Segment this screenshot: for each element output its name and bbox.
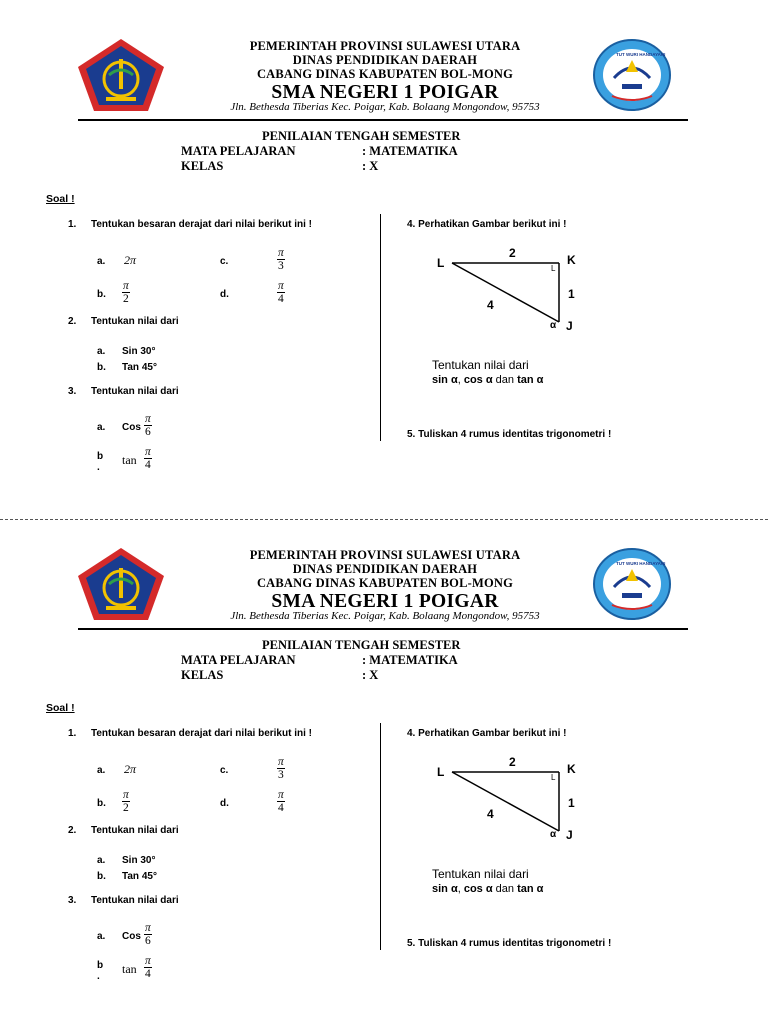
header-divider: [78, 119, 688, 121]
q3-b-label: b: [97, 960, 104, 971]
ask-tan: tan α: [517, 374, 544, 386]
q4-ask-text: Tentukan nilai dari: [432, 867, 529, 881]
q1-b-fraction: $\frac{\pi}{2}$: [123, 789, 129, 814]
q2-b-value: Tan 45°: [122, 362, 157, 373]
q3-a-func: Cos: [122, 931, 141, 942]
column-divider: [380, 214, 381, 441]
q1-d-fraction: $\frac{\pi}{4}$: [278, 789, 284, 814]
vertex-j-label: J: [566, 828, 573, 842]
class-label: KELAS: [181, 668, 224, 682]
q1-c-label: c.: [220, 256, 229, 267]
side-lk-label: 2: [509, 755, 516, 769]
q4-ask-text: Tentukan nilai dari: [432, 358, 529, 372]
q1-d-label: d.: [220, 289, 229, 300]
ask-tan: tan α: [517, 883, 544, 895]
q3-b-fraction: $\frac{\pi}{4}$: [145, 955, 151, 980]
q1-d-fraction: $\frac{\pi}{4}$: [278, 280, 284, 305]
subject-label: MATA PELAJARAN: [181, 144, 296, 158]
angle-alpha-label: α: [550, 320, 557, 331]
q3-a-fraction: $\frac{\pi}{6}$: [145, 413, 151, 438]
q4-ask-functions: sin α, cos α dan tan α: [432, 883, 544, 895]
province-logo-icon: [76, 37, 166, 113]
q1-b-fraction: $\frac{\pi}{2}$: [123, 280, 129, 305]
exam-sheet-copy-2: [0, 509, 768, 1014]
q3-b-fraction: $\frac{\pi}{4}$: [145, 446, 151, 471]
q4-text: 4. Perhatikan Gambar berikut ini !: [407, 728, 567, 739]
soal-heading: Soal !: [46, 193, 75, 205]
q1-a-value: 2π: [124, 253, 137, 267]
q1-c-fraction: $\frac{\pi}{3}$: [278, 756, 284, 781]
school-address: Jln. Bethesda Tiberias Kec. Poigar, Kab. Bolaang Mongondow, 95753: [230, 101, 540, 113]
right-angle-mark: L: [551, 773, 556, 782]
q1-number: 1.: [68, 728, 77, 739]
subject-value: : MATEMATIKA: [362, 144, 458, 158]
q2-text: Tentukan nilai dari: [91, 825, 179, 836]
q3-b-label: b: [97, 451, 104, 462]
class-value: : X: [362, 668, 379, 682]
q1-number: 1.: [68, 219, 77, 230]
header-line-3: CABANG DINAS KABUPATEN BOL-MONG: [256, 67, 514, 81]
q3-b-label-dot: .: [97, 462, 100, 473]
q3-text: Tentukan nilai dari: [91, 895, 179, 906]
q2-number: 2.: [68, 825, 77, 836]
vertex-k-label: K: [567, 253, 576, 267]
header-line-1: PEMERINTAH PROVINSI SULAWESI UTARA: [249, 548, 521, 562]
q1-b-label: b.: [97, 798, 106, 809]
q2-b-value: Tan 45°: [122, 871, 157, 882]
side-lj-label: 4: [487, 298, 494, 312]
q3-number: 3.: [68, 386, 77, 397]
header-line-1: PEMERINTAH PROVINSI SULAWESI UTARA: [249, 39, 521, 53]
logo-motto-text: TUT WURI HANDAYANI: [616, 561, 666, 566]
ask-sin: sin α: [432, 883, 458, 895]
right-angle-mark: L: [551, 264, 556, 273]
side-lj-label: 4: [487, 807, 494, 821]
angle-alpha-label: α: [550, 829, 557, 840]
q1-c-label: c.: [220, 765, 229, 776]
q3-a-label: a.: [97, 422, 106, 433]
q4-ask-functions: sin α, cos α dan tan α: [432, 374, 544, 386]
q3-a-fraction: $\frac{\pi}{6}$: [145, 922, 151, 947]
column-divider: [380, 723, 381, 950]
side-lk-label: 2: [509, 246, 516, 260]
q2-a-label: a.: [97, 346, 106, 357]
soal-heading: Soal !: [46, 702, 75, 714]
school-name: SMA NEGERI 1 POIGAR: [271, 82, 499, 103]
province-logo-icon: [76, 546, 166, 622]
side-kj-label: 1: [568, 796, 575, 810]
exam-title: PENILAIAN TENGAH SEMESTER: [262, 129, 461, 143]
side-kj-label: 1: [568, 287, 575, 301]
q1-d-label: d.: [220, 798, 229, 809]
q3-b-label-dot: .: [97, 971, 100, 982]
q2-b-label: b.: [97, 362, 106, 373]
exam-title: PENILAIAN TENGAH SEMESTER: [262, 638, 461, 652]
subject-label: MATA PELAJARAN: [181, 653, 296, 667]
vertex-l-label: L: [437, 256, 445, 270]
q2-a-value: Sin 30°: [122, 346, 156, 357]
q1-a-label: a.: [97, 256, 106, 267]
q3-number: 3.: [68, 895, 77, 906]
q5-text: 5. Tuliskan 4 rumus identitas trigonometri !: [407, 429, 612, 440]
header-line-2: DINAS PENDIDIKAN DAERAH: [292, 562, 478, 576]
header-line-3: CABANG DINAS KABUPATEN BOL-MONG: [256, 576, 514, 590]
ask-cos: cos α: [463, 374, 493, 386]
q1-text: Tentukan besaran derajat dari nilai berikut ini !: [91, 728, 312, 739]
q4-text: 4. Perhatikan Gambar berikut ini !: [407, 219, 567, 230]
q3-a-label: a.: [97, 931, 106, 942]
header-divider: [78, 628, 688, 630]
q3-a-func: Cos: [122, 422, 141, 433]
q5-text: 5. Tuliskan 4 rumus identitas trigonometri !: [407, 938, 612, 949]
header-line-2: DINAS PENDIDIKAN DAERAH: [292, 53, 478, 67]
q3-b-func: tan: [122, 962, 137, 976]
q2-number: 2.: [68, 316, 77, 327]
q1-b-label: b.: [97, 289, 106, 300]
logo-motto-text: TUT WURI HANDAYANI: [616, 52, 666, 57]
q2-a-value: Sin 30°: [122, 855, 156, 866]
q1-text: Tentukan besaran derajat dari nilai berikut ini !: [91, 219, 312, 230]
q2-a-label: a.: [97, 855, 106, 866]
q3-text: Tentukan nilai dari: [91, 386, 179, 397]
subject-value: : MATEMATIKA: [362, 653, 458, 667]
vertex-j-label: J: [566, 319, 573, 333]
q2-text: Tentukan nilai dari: [91, 316, 179, 327]
exam-sheet-copy-1: [0, 0, 768, 505]
q1-a-label: a.: [97, 765, 106, 776]
school-address: Jln. Bethesda Tiberias Kec. Poigar, Kab. Bolaang Mongondow, 95753: [230, 610, 540, 622]
q2-b-label: b.: [97, 871, 106, 882]
vertex-k-label: K: [567, 762, 576, 776]
q1-c-fraction: $\frac{\pi}{3}$: [278, 247, 284, 272]
school-name: SMA NEGERI 1 POIGAR: [271, 591, 499, 612]
ask-cos: cos α: [463, 883, 493, 895]
q1-a-value: 2π: [124, 762, 137, 776]
ask-sin: sin α: [432, 374, 458, 386]
q3-b-func: tan: [122, 453, 137, 467]
class-value: : X: [362, 159, 379, 173]
vertex-l-label: L: [437, 765, 445, 779]
class-label: KELAS: [181, 159, 224, 173]
